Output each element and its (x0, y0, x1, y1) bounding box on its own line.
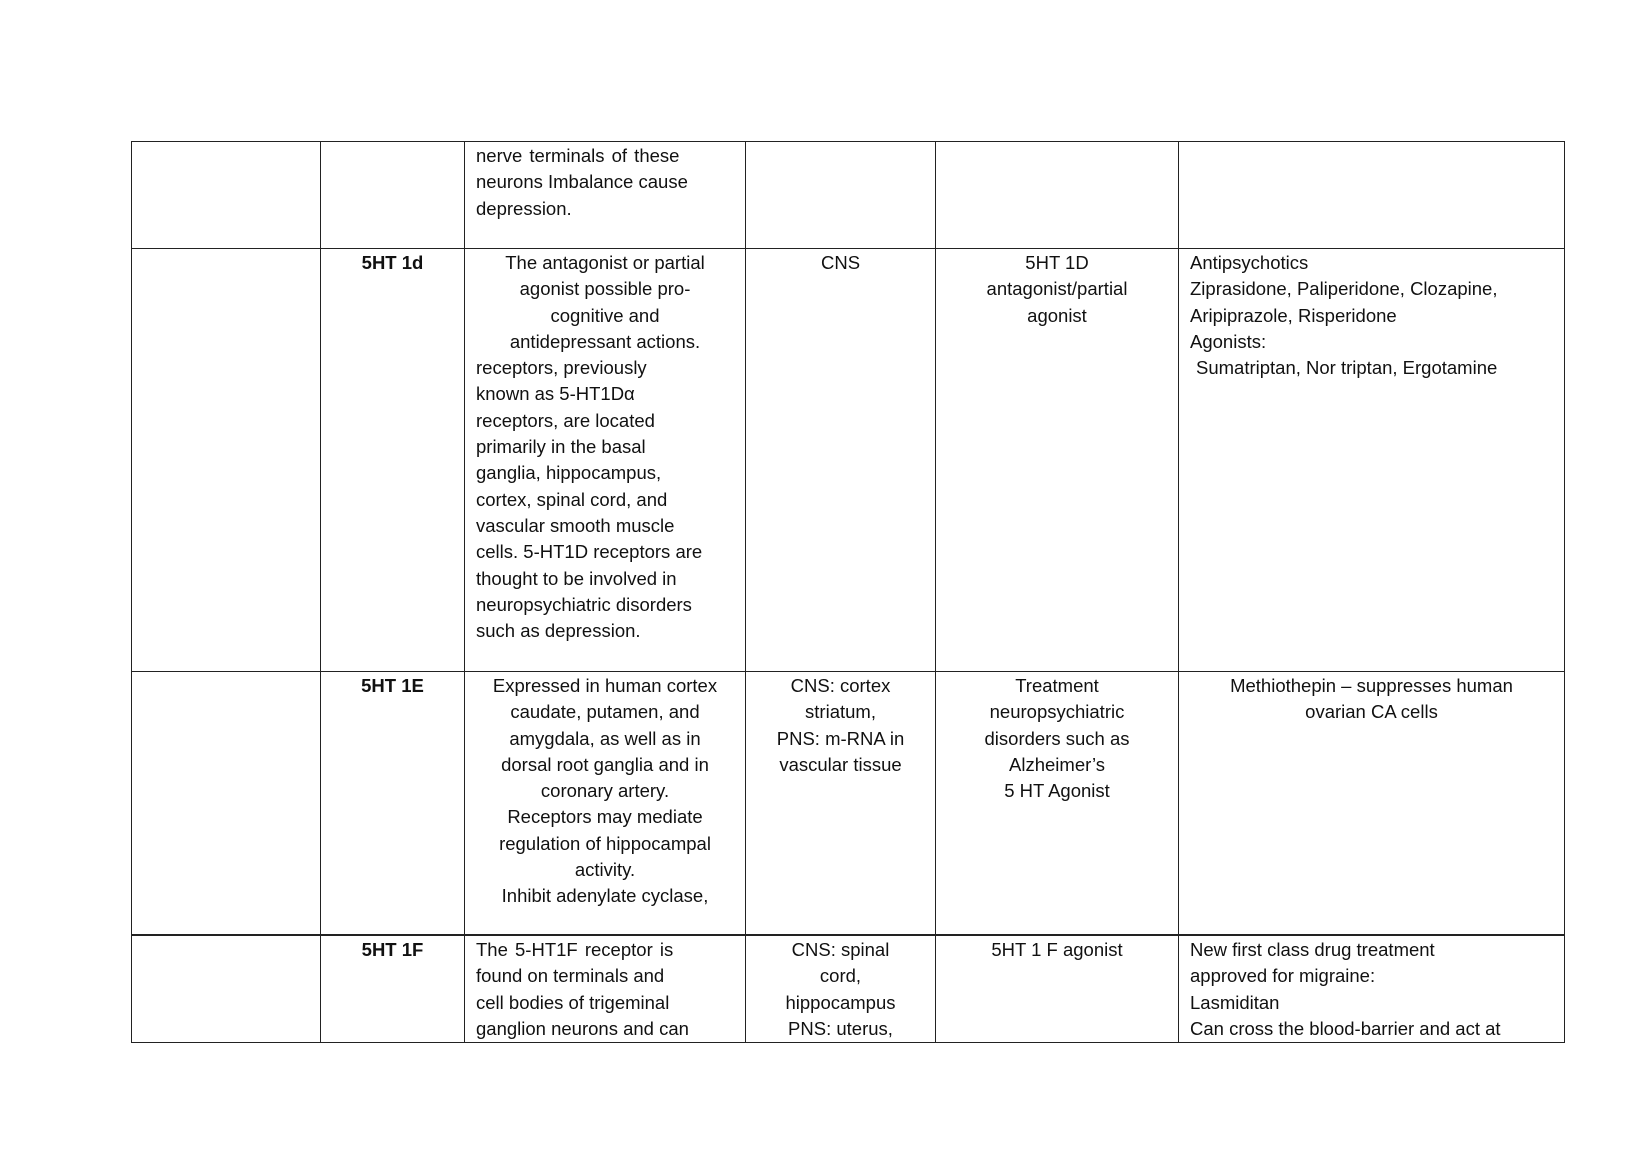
action-cell (936, 249, 1179, 672)
action-line: Treatment (1015, 675, 1099, 696)
action-line: 5HT 1D (1025, 252, 1089, 273)
drug-line: New first class drug treatment (1190, 939, 1435, 960)
description-line: cognitive and (550, 304, 660, 326)
action-cell (936, 142, 1179, 249)
location-line: hippocampus (785, 991, 896, 1013)
blank-cell (132, 935, 321, 1043)
drug-line: Aripiprazole, Risperidone (1190, 304, 1397, 326)
location-cell (746, 249, 936, 672)
description-line: The antagonist or partial (505, 252, 705, 273)
drug-line: Sumatriptan, Nor triptan, Ergotamine (1196, 357, 1498, 379)
description-line: regulation of hippocampal (499, 832, 711, 854)
drug-line: Can cross the blood-barrier and act at (1190, 1017, 1501, 1039)
subtype-cell (321, 142, 465, 249)
description-line: cells. 5-HT1D receptors are (476, 541, 703, 563)
description-cell (465, 935, 746, 1043)
description-line: coronary artery. (540, 780, 670, 802)
description-line: ganglion neurons and can (476, 1017, 689, 1039)
drug-line: ovarian CA cells (1305, 701, 1438, 723)
action-line: agonist (1027, 304, 1087, 326)
subtype-cell: 5HT 1E (321, 672, 465, 936)
location-line: cord, (819, 965, 862, 987)
description-line: Inhibit adenylate cyclase, (501, 885, 709, 907)
action-cell (936, 935, 1179, 1043)
description-line: Expressed in human cortex (492, 675, 718, 696)
blank-cell (132, 249, 321, 672)
description-line: amygdala, as well as in (509, 727, 701, 749)
location-line: CNS (820, 252, 861, 273)
location-line: vascular tissue (779, 753, 902, 775)
description-line: ganglia, hippocampus, (476, 462, 662, 484)
description-line: such as depression. (476, 620, 641, 642)
location-line: CNS: cortex (790, 675, 891, 696)
drug-line: Agonists: (1190, 330, 1267, 352)
description-line: found on terminals and (476, 965, 665, 987)
description-cell (465, 672, 746, 936)
action-line: disorders such as (984, 727, 1130, 749)
description-cell (465, 249, 746, 672)
drug-line: Ziprasidone, Paliperidone, Clozapine, (1190, 278, 1498, 300)
blank-cell (132, 672, 321, 936)
description-line: depression. (476, 197, 572, 219)
location-cell (746, 672, 936, 936)
description-line: dorsal root ganglia and in (501, 753, 709, 775)
action-line: 5 HT Agonist (1004, 780, 1110, 802)
location-cell (746, 935, 936, 1043)
drug-line: Methiothepin – suppresses human (1230, 675, 1513, 696)
description-line: known as 5-HT1Dα (476, 383, 635, 405)
description-line: activity. (574, 859, 636, 881)
description-line: caudate, putamen, and (510, 701, 700, 723)
subtype-cell: 5HT 1d (321, 249, 465, 672)
table-row (132, 142, 1565, 249)
table-row (132, 672, 1565, 936)
action-line: neuropsychiatric (989, 701, 1125, 723)
table-row (132, 249, 1565, 672)
description-line: receptors, previously (476, 357, 647, 379)
description-line: agonist possible pro- (519, 278, 691, 300)
drug-line: approved for migraine: (1190, 965, 1376, 987)
description-line: neurons Imbalance cause (476, 171, 688, 193)
table-row (132, 935, 1565, 1043)
description-line: primarily in the basal (476, 436, 646, 458)
description-line: thought to be involved in (476, 567, 677, 589)
description-line: receptors, are located (476, 409, 655, 431)
description-line: neuropsychiatric disorders (476, 593, 692, 615)
drug-line: Antipsychotics (1190, 252, 1309, 273)
location-line: PNS: m-RNA in (776, 727, 905, 749)
drug-line: Lasmiditan (1190, 991, 1280, 1013)
location-cell (746, 142, 936, 249)
action-line: antagonist/partial (986, 278, 1128, 300)
drugs-cell (1179, 935, 1565, 1043)
blank-cell (132, 142, 321, 249)
description-line: Receptors may mediate (507, 806, 703, 828)
description-line: The 5-HT1F receptor is (476, 939, 674, 960)
description-line: vascular smooth muscle (476, 514, 675, 536)
action-line: Alzheimer’s (1009, 753, 1105, 775)
description-line: antidepressant actions. (509, 330, 701, 352)
location-line: CNS: spinal (791, 939, 890, 960)
description-line: cell bodies of trigeminal (476, 991, 670, 1013)
location-line: PNS: uterus, (788, 1017, 893, 1039)
description-cell (465, 142, 746, 249)
action-cell (936, 672, 1179, 936)
drugs-cell (1179, 142, 1565, 249)
description-line: cortex, spinal cord, and (476, 488, 668, 510)
action-line: 5HT 1 F agonist (991, 939, 1123, 960)
description-line: nerve terminals of these (476, 145, 680, 166)
drugs-cell (1179, 672, 1565, 936)
location-line: striatum, (805, 701, 876, 723)
subtype-cell: 5HT 1F (321, 935, 465, 1043)
serotonin-receptor-table (131, 141, 1565, 1043)
drugs-cell (1179, 249, 1565, 672)
